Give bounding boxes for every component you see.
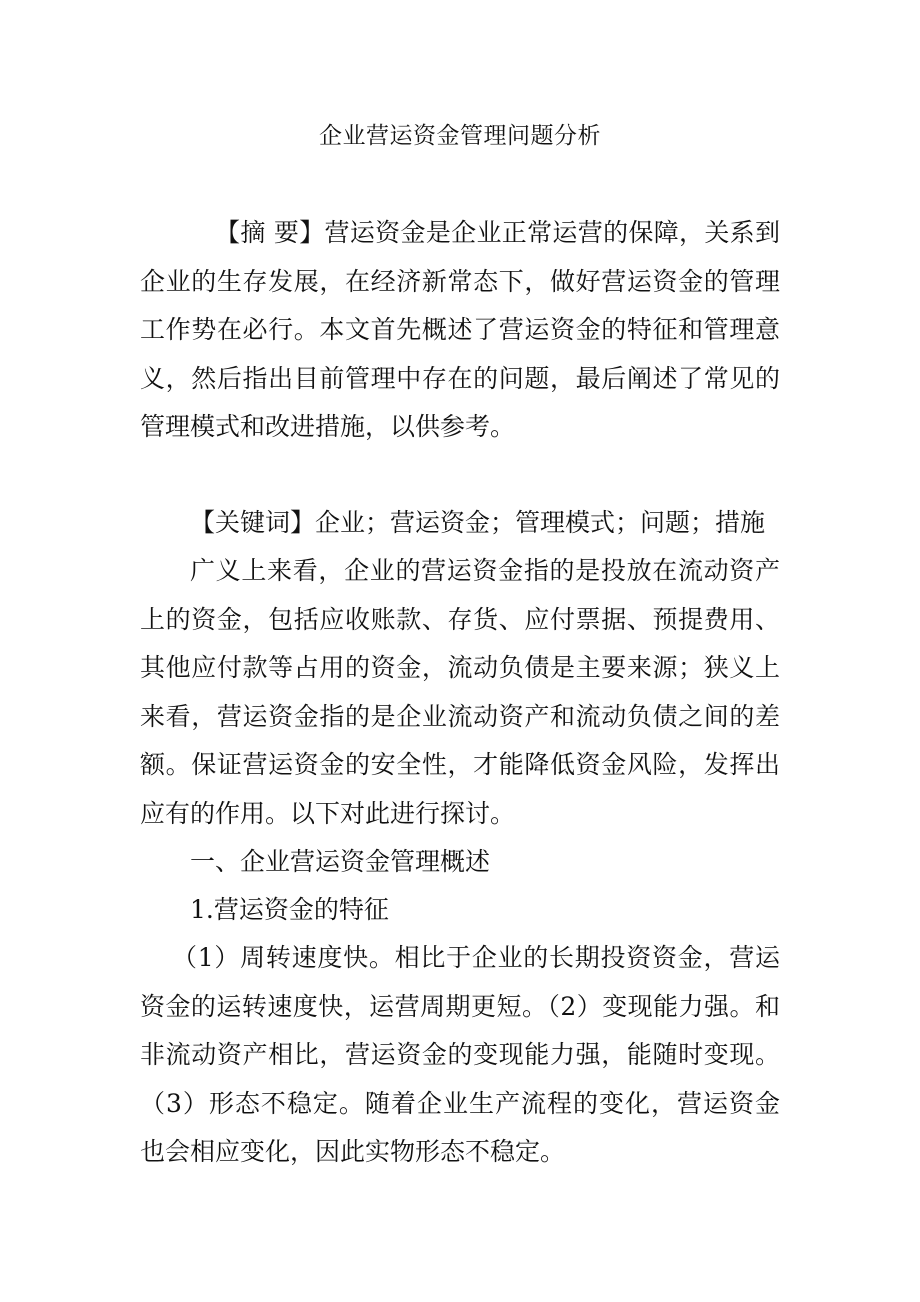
subsection-heading: 1.营运资金的特征 xyxy=(190,895,389,924)
body-paragraph: （1）周转速度快。相比于企业的长期投资资金，营运资金的运转速度快，运营周期更短。（2）变现能力强。和非流动资产相比，营运资金的变现能力强，能随时变现。（3）形态不稳定。随着企业生产流程的变化，营运资金也会相应变化，因此实物形态不稳定。 xyxy=(140,943,780,1166)
intro-paragraph: 广义上来看，企业的营运资金指的是投放在流动资产上的资金，包括应收账款、存货、应付票据、预提费用、其他应付款等占用的资金，流动负债是主要来源；狭义上来看，营运资金指的是企业流动资产和流动负债之间的差额。保证营运资金的安全性，才能降低资金风险，发挥出应有的作用。以下对此进行探讨。 xyxy=(140,556,780,828)
abstract-label: 【摘 要】 xyxy=(215,218,325,247)
abstract-text: 营运资金是企业正常运营的保障，关系到企业的生存发展，在经济新常态下，做好营运资金的管理工作势在必行。本文首先概述了营运资金的特征和管理意义，然后指出目前管理中存在的问题，最后阐述了常见的管理模式和改进措施，以供参考。 xyxy=(140,218,780,441)
section-heading: 一、企业营运资金管理概述 xyxy=(190,847,491,876)
keywords-label: 【关键词】 xyxy=(190,508,316,537)
abstract-paragraph xyxy=(140,209,780,452)
keywords-text: 企业；营运资金；管理模式；问题；措施 xyxy=(315,508,766,537)
document-title: 企业营运资金管理问题分析 xyxy=(319,123,601,149)
keywords-paragraph xyxy=(140,499,780,548)
